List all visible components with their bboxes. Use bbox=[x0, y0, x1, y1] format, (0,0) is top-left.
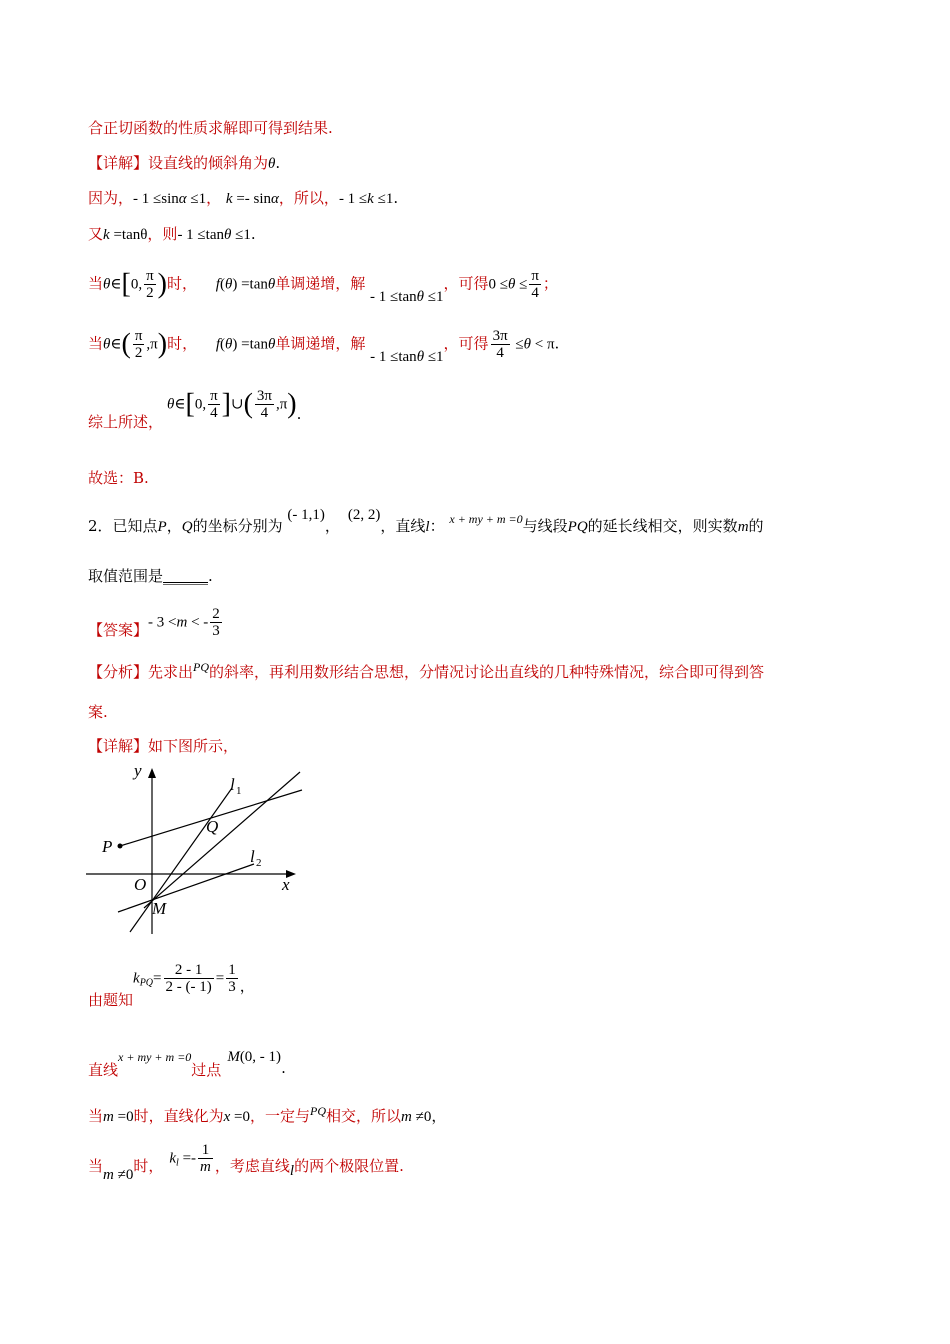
point-p: P bbox=[157, 519, 167, 535]
theta-symbol: θ bbox=[225, 336, 233, 353]
bracket: ) bbox=[157, 268, 167, 300]
text: 时，直线化为 bbox=[133, 1107, 224, 1125]
math: =- sin bbox=[232, 191, 272, 207]
numerator: 1 bbox=[198, 1142, 213, 1159]
line-l1 bbox=[130, 788, 232, 932]
math: - 1 ≤ bbox=[338, 191, 368, 207]
slope-line bbox=[88, 962, 255, 1009]
segment-pq: PQ bbox=[193, 660, 210, 674]
text: ，一定与 bbox=[249, 1107, 310, 1125]
math: - 1 ≤tan bbox=[370, 348, 417, 365]
text: 当 bbox=[88, 334, 104, 353]
text: 时， bbox=[133, 1156, 164, 1175]
text: ，所以， bbox=[278, 189, 339, 207]
l1-subscript: 1 bbox=[236, 785, 242, 797]
numerator: 3π bbox=[492, 328, 508, 344]
numerator: 2 bbox=[212, 606, 220, 622]
k-symbol: k bbox=[367, 191, 374, 207]
math: =tanθ bbox=[109, 227, 148, 243]
text: 故选：B. bbox=[88, 469, 149, 487]
fraction bbox=[210, 606, 222, 639]
detail-intro-line bbox=[88, 153, 280, 174]
math: 0 ≤ bbox=[488, 276, 508, 293]
fraction bbox=[255, 388, 274, 421]
theta-symbol: θ bbox=[268, 156, 276, 172]
text: ， bbox=[239, 976, 255, 995]
line-l: l bbox=[425, 519, 430, 535]
denominator: m bbox=[200, 1159, 211, 1175]
math: ≤1 bbox=[186, 191, 207, 207]
math: =- bbox=[178, 1150, 197, 1167]
fraction bbox=[226, 962, 238, 995]
math: 0, bbox=[194, 396, 207, 413]
k-symbol: k bbox=[103, 227, 110, 243]
text: 设直线的倾斜角为 bbox=[148, 154, 269, 172]
l2-subscript: 2 bbox=[256, 857, 262, 869]
subscript: l bbox=[176, 1157, 179, 1169]
element-of: ∈ bbox=[110, 336, 122, 353]
math: 0, bbox=[130, 276, 143, 293]
math: =tan bbox=[237, 336, 268, 353]
analysis-tag: 【分析】 bbox=[88, 663, 149, 681]
coordinate-figure bbox=[86, 762, 306, 942]
y-axis-arrow bbox=[148, 768, 156, 778]
theta-symbol: θ bbox=[224, 276, 233, 293]
k-symbol: k bbox=[133, 970, 140, 987]
math: ≠0 bbox=[113, 1166, 134, 1183]
m-symbol: m bbox=[737, 519, 749, 535]
denominator: 4 bbox=[210, 405, 218, 421]
math: =tan bbox=[237, 276, 268, 293]
alpha-symbol: α bbox=[178, 191, 187, 207]
text: 的斜率，再利用数形结合思想，分情况讨论出直线的几种特殊情况，综合即可得到答 bbox=[209, 663, 765, 681]
fraction bbox=[529, 268, 541, 301]
q-label: Q bbox=[206, 817, 219, 836]
math: ≤ bbox=[515, 276, 528, 293]
bracket: ) bbox=[287, 388, 297, 420]
text: 直线 bbox=[88, 1061, 119, 1079]
bracket: [ bbox=[121, 268, 131, 300]
sine-range-line bbox=[88, 188, 398, 209]
answer-line bbox=[88, 606, 224, 639]
text: 与线段 bbox=[522, 517, 568, 535]
coordinate: (- 1,1) bbox=[287, 507, 325, 523]
text: ； bbox=[542, 274, 558, 293]
theta-symbol: θ bbox=[416, 348, 425, 365]
text: 当 bbox=[88, 1156, 104, 1175]
text: ，考虑直线 bbox=[214, 1156, 290, 1175]
theta-symbol: θ bbox=[103, 336, 111, 353]
theta-symbol: θ bbox=[224, 227, 232, 243]
f-symbol: f bbox=[215, 276, 220, 293]
period: . bbox=[281, 1059, 286, 1077]
numerator: 1 bbox=[228, 962, 236, 978]
question-2-continued bbox=[88, 566, 213, 586]
theta-symbol: θ bbox=[167, 396, 175, 413]
text: 单调递增，解 bbox=[275, 274, 366, 293]
equals: = bbox=[215, 970, 225, 987]
case-m-zero bbox=[88, 1106, 446, 1127]
math: - 1 ≤tan bbox=[370, 288, 417, 305]
text: 取值范围是 bbox=[88, 567, 164, 585]
alpha-symbol: α bbox=[271, 191, 279, 207]
text: 当 bbox=[88, 1107, 104, 1125]
theta-symbol: θ bbox=[267, 276, 276, 293]
text: ，可得 bbox=[443, 274, 489, 293]
bracket: ) bbox=[157, 328, 168, 360]
y-label: y bbox=[134, 762, 142, 780]
m-symbol: m bbox=[103, 1109, 114, 1125]
text: ， bbox=[431, 1107, 447, 1125]
m-symbol: m bbox=[103, 1166, 114, 1183]
denominator: 4 bbox=[531, 285, 539, 301]
x-label: x bbox=[282, 875, 290, 894]
period: . bbox=[208, 567, 213, 585]
text: 合正切函数的性质求解即可得到结果. bbox=[88, 119, 333, 137]
math: ,π bbox=[146, 336, 158, 353]
bracket: ( bbox=[243, 388, 253, 420]
text: 当 bbox=[88, 274, 104, 293]
analysis-line bbox=[88, 662, 764, 683]
period: . bbox=[554, 334, 560, 353]
m-symbol: m bbox=[176, 614, 188, 631]
text: ： bbox=[429, 517, 445, 535]
k-symbol: k bbox=[169, 1150, 177, 1167]
case-second-interval-line: 当θ∈( $\frac{\pi}{2}$ ,π)时， f(θ) =tanθ单调递增，解 - 1 ≤tanθ ≤1，可得 $\frac{3\pi}{4}$ ≤θ < π. bbox=[88, 328, 560, 365]
l2-label: l bbox=[250, 847, 255, 866]
element-of: ∈ bbox=[110, 276, 122, 293]
origin-label: O bbox=[134, 875, 147, 894]
line-l: l bbox=[289, 1162, 295, 1179]
equals: = bbox=[153, 970, 162, 987]
math: - 1 ≤tan bbox=[177, 227, 224, 243]
subscript: PQ bbox=[139, 977, 154, 989]
bracket: ( bbox=[121, 328, 131, 360]
equation: x + my + m =0 bbox=[118, 1050, 192, 1064]
text: 2．已知点 bbox=[88, 517, 158, 535]
math: < π bbox=[531, 336, 555, 353]
fraction bbox=[164, 962, 214, 995]
line-mq bbox=[144, 772, 300, 908]
denominator: 3 bbox=[212, 623, 220, 639]
point-p-dot bbox=[118, 844, 123, 849]
math: =0 bbox=[230, 1109, 250, 1125]
period: . bbox=[393, 189, 399, 207]
text: ， bbox=[206, 189, 222, 207]
numerator: π bbox=[210, 388, 218, 404]
m-label: M bbox=[152, 899, 167, 918]
m-symbol: m bbox=[401, 1109, 412, 1125]
text: 如下图所示， bbox=[148, 737, 239, 755]
question-2-line bbox=[88, 507, 764, 537]
bracket: ] bbox=[221, 388, 231, 420]
fraction bbox=[491, 328, 510, 361]
text: 先求出 bbox=[148, 663, 194, 681]
theta-symbol: θ bbox=[267, 336, 276, 353]
denominator: 2 bbox=[146, 285, 154, 301]
text: 相交，所以 bbox=[326, 1107, 402, 1125]
theta-symbol: θ bbox=[103, 276, 111, 293]
numerator: π bbox=[146, 268, 154, 284]
analysis-continued bbox=[88, 702, 108, 722]
case-first-interval-line: 当θ∈[0, $\frac{\pi}{2}$ )时， f(θ) =tanθ单调递增，解 - 1 ≤tanθ ≤1，可得0 ≤θ ≤ $\frac{\pi}{4}$ ； bbox=[88, 268, 558, 305]
l1-label: l bbox=[230, 775, 235, 794]
segment-pq: PQ bbox=[567, 519, 588, 535]
text: 案. bbox=[88, 703, 108, 721]
text: ，则 bbox=[147, 225, 178, 243]
math: ≤1 bbox=[231, 227, 251, 243]
text: 的 bbox=[748, 517, 764, 535]
fraction bbox=[144, 268, 156, 301]
fraction bbox=[198, 1142, 213, 1175]
period: . bbox=[250, 225, 256, 243]
point-m: M bbox=[227, 1049, 240, 1065]
text: 因为， bbox=[88, 189, 134, 207]
text: 的坐标分别为 bbox=[192, 517, 283, 535]
math: - 3 < bbox=[148, 614, 177, 631]
theta-symbol: θ bbox=[416, 288, 424, 305]
bracket: [ bbox=[185, 388, 195, 420]
denominator: 2 - (- 1) bbox=[165, 979, 212, 995]
math: - 1 ≤sin bbox=[133, 191, 179, 207]
math: ,π bbox=[275, 396, 288, 413]
text: 的两个极限位置. bbox=[294, 1156, 404, 1175]
math: =0 bbox=[113, 1109, 134, 1125]
denominator: 2 bbox=[134, 345, 143, 361]
union: ∪ bbox=[230, 396, 244, 413]
tan-range-line bbox=[88, 224, 256, 245]
solution-text-line bbox=[88, 118, 333, 138]
numerator: π bbox=[531, 268, 539, 284]
text: 时， bbox=[166, 274, 197, 293]
text: ，直线 bbox=[380, 517, 426, 535]
text: 又 bbox=[88, 225, 104, 243]
answer-tag: 【答案】 bbox=[88, 620, 149, 639]
text: ，可得 bbox=[443, 334, 489, 353]
segment-pq: PQ bbox=[310, 1104, 326, 1118]
case-m-nonzero bbox=[88, 1142, 404, 1183]
theta-symbol: θ bbox=[507, 276, 516, 293]
text: ， bbox=[324, 517, 340, 535]
text: 单调递增，解 bbox=[275, 334, 366, 353]
x-symbol: x bbox=[223, 1109, 231, 1125]
math: < - bbox=[187, 614, 209, 631]
text: 时， bbox=[167, 334, 198, 353]
f-symbol: f bbox=[215, 336, 221, 353]
math: ≤1 bbox=[424, 348, 444, 365]
conclusion-line bbox=[88, 388, 302, 431]
denominator: 3 bbox=[228, 979, 236, 995]
denominator: 4 bbox=[496, 345, 504, 361]
point-q: Q bbox=[181, 519, 193, 535]
math: ≠0 bbox=[411, 1109, 432, 1125]
fraction bbox=[208, 388, 220, 421]
coordinate: (0, - 1) bbox=[239, 1049, 282, 1065]
detail-tag: 【详解】 bbox=[88, 737, 149, 755]
math: ≤1 bbox=[423, 288, 444, 305]
period: . bbox=[296, 404, 302, 423]
text: 过点 bbox=[191, 1061, 222, 1079]
fraction bbox=[133, 328, 145, 361]
element-of: ∈ bbox=[174, 396, 186, 413]
theta-symbol: θ bbox=[523, 336, 531, 353]
denominator: 4 bbox=[260, 405, 269, 421]
numerator: 2 - 1 bbox=[164, 962, 214, 979]
numerator: π bbox=[134, 328, 143, 344]
numerator: 3π bbox=[256, 388, 272, 404]
text: 由题知 bbox=[88, 990, 134, 1009]
period: . bbox=[275, 154, 281, 172]
math: ≤1 bbox=[373, 191, 394, 207]
coordinate: (2, 2) bbox=[347, 507, 381, 523]
answer-blank: ______ bbox=[163, 567, 209, 585]
text: 的延长线相交，则实数 bbox=[587, 517, 738, 535]
text: 综上所述， bbox=[88, 412, 164, 431]
text: ， bbox=[166, 517, 182, 535]
detail-line bbox=[88, 736, 238, 756]
math: ≤ bbox=[511, 336, 524, 353]
equation: x + my + m =0 bbox=[449, 512, 523, 526]
detail-tag: 【详解】 bbox=[88, 154, 149, 172]
p-label: P bbox=[102, 837, 113, 856]
answer-choice-line bbox=[88, 468, 149, 488]
line-through-m bbox=[88, 1046, 286, 1079]
k-symbol: k bbox=[225, 191, 233, 207]
